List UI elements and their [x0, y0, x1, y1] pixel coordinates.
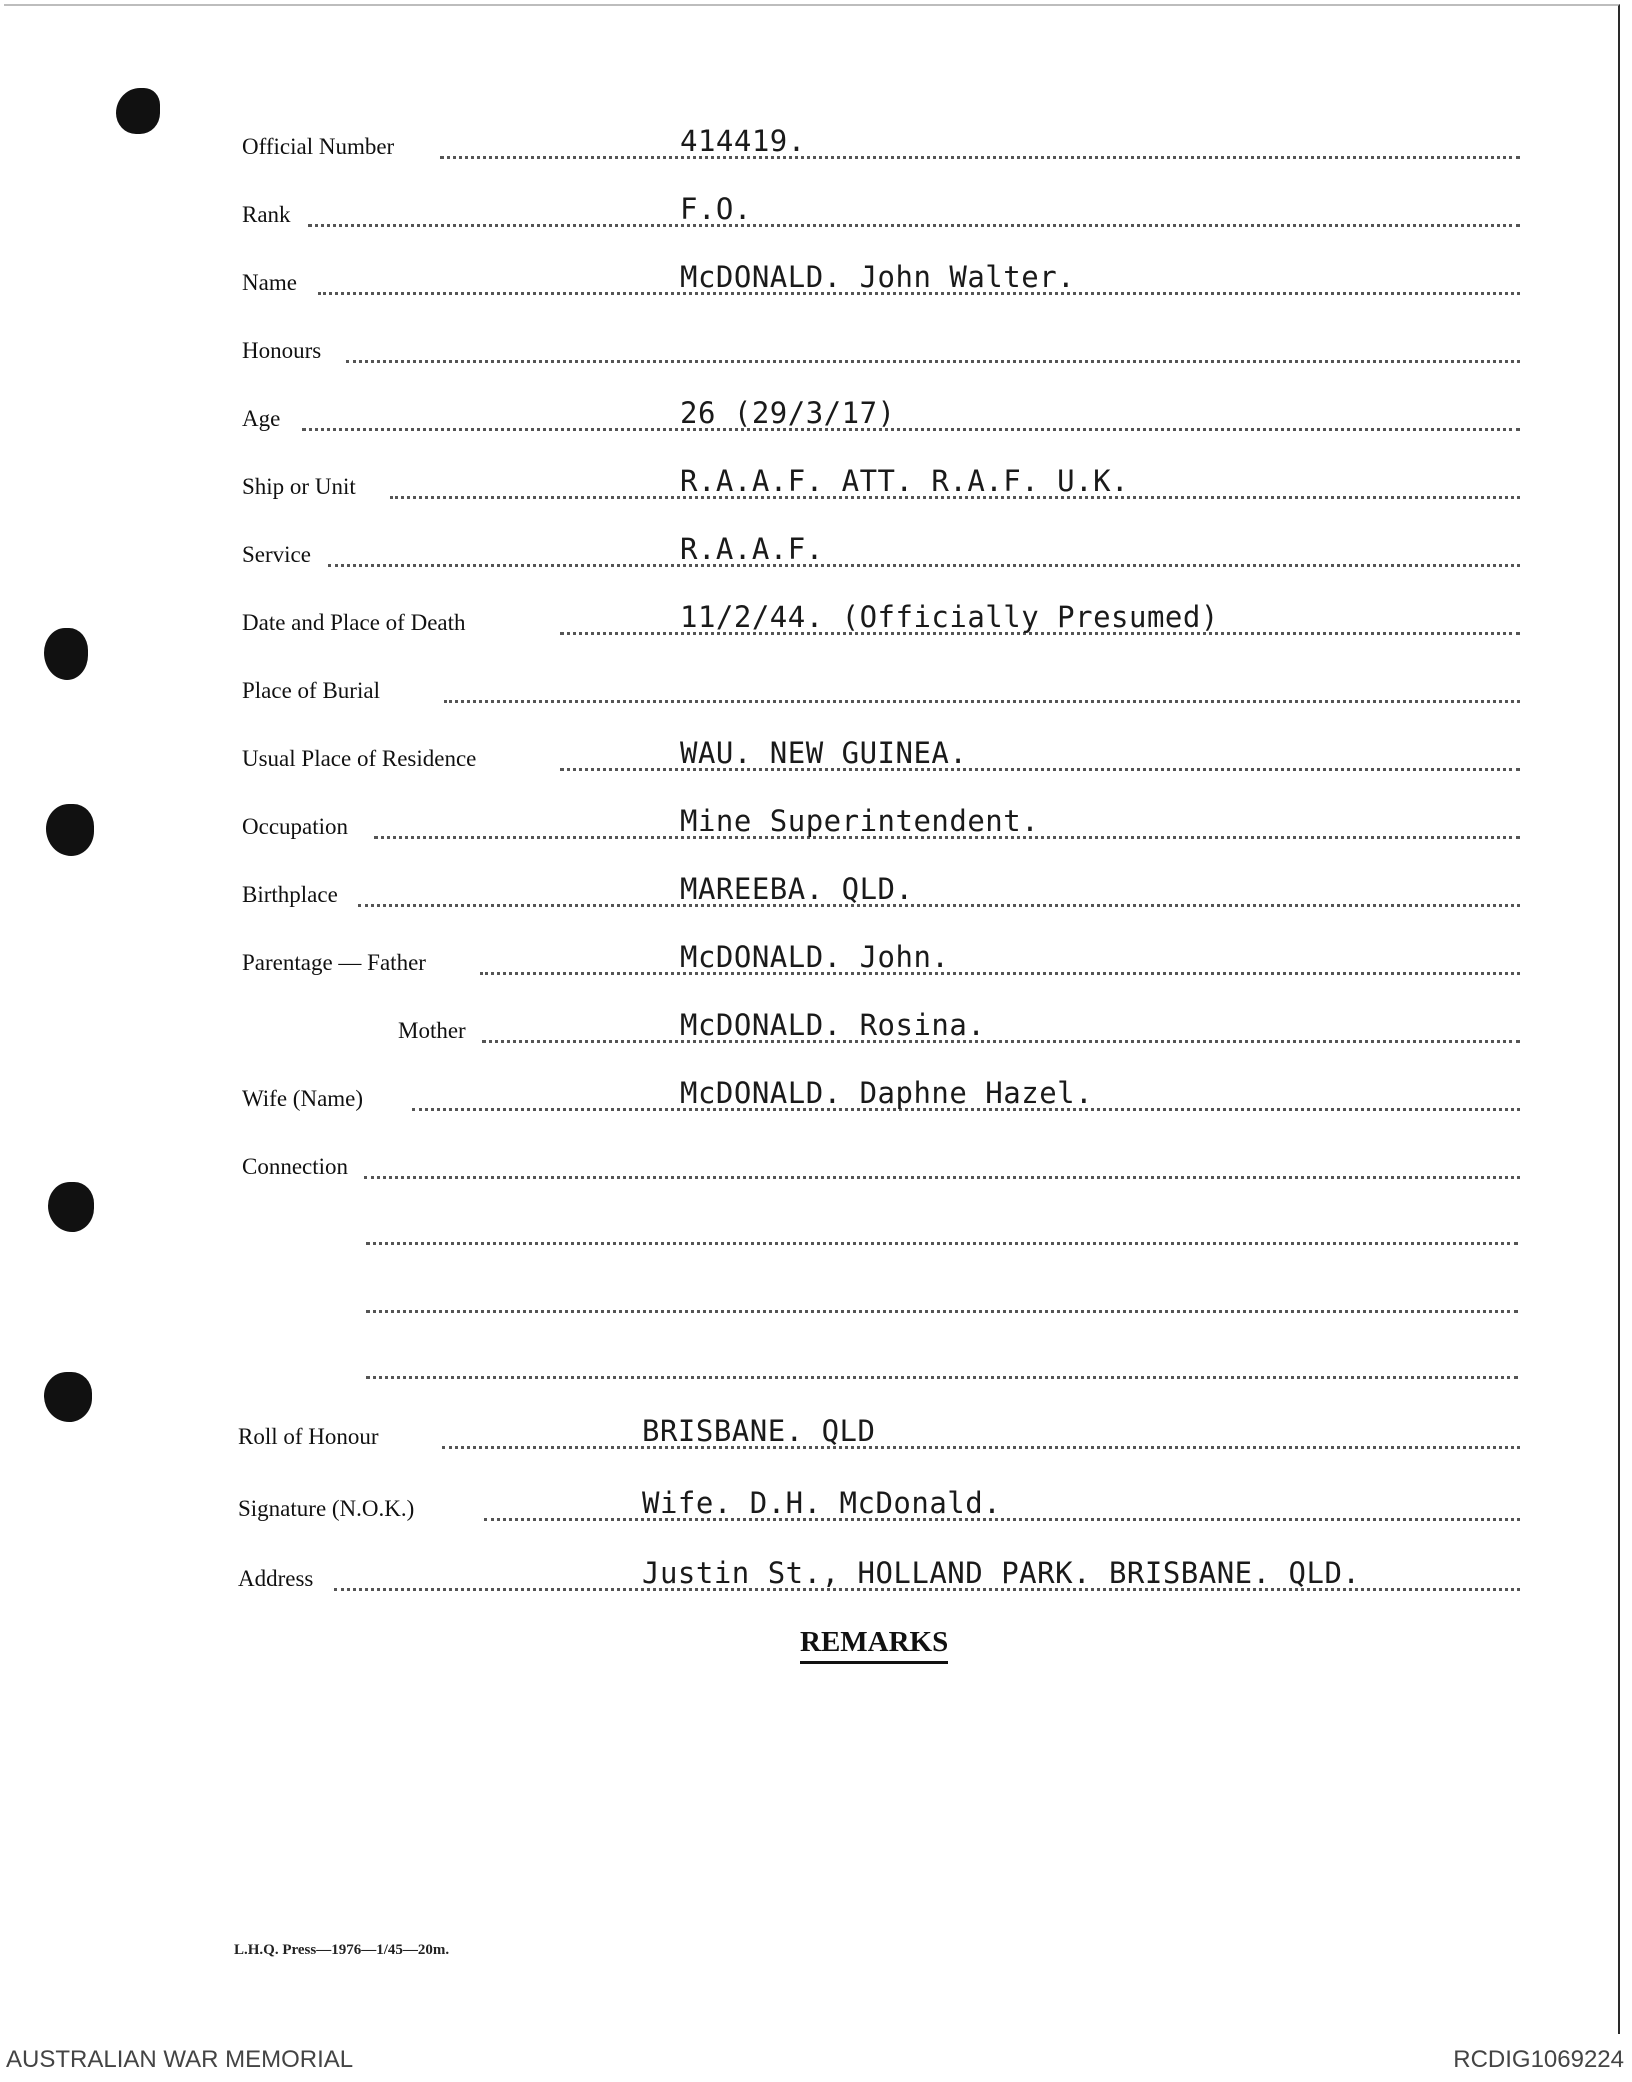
field-ship-or-unit [242, 466, 1520, 506]
field-value: WAU. NEW GUINEA. [680, 736, 968, 770]
field-label: Place of Burial [242, 678, 380, 703]
field-label: Honours [242, 338, 322, 363]
field-value: MAREEBA. QLD. [680, 872, 914, 906]
field-value: Wife. D.H. McDonald. [642, 1486, 1002, 1520]
dotted-line [480, 972, 1520, 975]
field-label: Ship or Unit [242, 474, 356, 499]
field-value: McDONALD. Daphne Hazel. [680, 1076, 1094, 1110]
field-service [242, 534, 1520, 574]
field-official-number [242, 126, 1520, 166]
punch-hole-1 [116, 88, 160, 134]
field-label: Name [242, 270, 297, 295]
field-label: Signature (N.O.K.) [238, 1496, 415, 1521]
field-label: Rank [242, 202, 291, 227]
field-rank [242, 194, 1520, 234]
dotted-line [484, 1518, 1520, 1521]
dotted-line [440, 156, 1520, 159]
field-value: R.A.A.F. [680, 532, 824, 566]
dotted-line [308, 224, 1520, 227]
field-label: Wife (Name) [242, 1086, 364, 1111]
dotted-line [444, 700, 1520, 703]
dotted-line [302, 428, 1520, 431]
archive-footer [0, 2040, 1632, 2082]
remarks-heading: REMARKS [800, 1626, 948, 1664]
connection-line-4 [366, 1376, 1518, 1379]
field-label: Service [242, 542, 311, 567]
punch-hole-5 [44, 1372, 92, 1422]
field-mother [242, 1010, 1520, 1050]
field-address [238, 1558, 1520, 1598]
field-label: Connection [242, 1154, 349, 1179]
field-birthplace [242, 874, 1520, 914]
punch-hole-3 [46, 804, 94, 856]
field-label: Mother [398, 1018, 466, 1043]
punch-hole-2 [44, 628, 88, 680]
dotted-line [358, 904, 1520, 907]
field-label: Usual Place of Residence [242, 746, 477, 771]
field-label: Date and Place of Death [242, 610, 466, 635]
record-card [4, 4, 1620, 2034]
field-wife [242, 1078, 1520, 1118]
dotted-line [328, 564, 1520, 567]
field-label: Roll of Honour [238, 1424, 379, 1449]
field-father [242, 942, 1520, 982]
field-value: Justin St., HOLLAND PARK. BRISBANE. QLD. [642, 1556, 1361, 1590]
printer-mark: L.H.Q. Press—1976—1/45—20m. [234, 1942, 450, 1958]
dotted-line [442, 1446, 1520, 1449]
field-value: BRISBANE. QLD [642, 1414, 876, 1448]
field-roll-of-honour [238, 1416, 1520, 1456]
field-occupation [242, 806, 1520, 846]
dotted-line [346, 360, 1520, 363]
connection-line-3 [366, 1310, 1518, 1313]
field-usual-residence [242, 738, 1520, 778]
dotted-line [364, 1176, 1520, 1179]
field-name [242, 262, 1520, 302]
field-honours [242, 330, 1520, 370]
field-label: Age [242, 406, 281, 431]
field-label: Address [238, 1566, 314, 1591]
field-value: McDONALD. John Walter. [680, 260, 1076, 294]
field-value: Mine Superintendent. [680, 804, 1040, 838]
field-place-of-burial [242, 670, 1520, 710]
field-value: McDONALD. John. [680, 940, 950, 974]
field-value: F.O. [680, 192, 752, 226]
field-date-place-of-death [242, 602, 1520, 642]
field-label: Official Number [242, 134, 395, 159]
field-label: Birthplace [242, 882, 338, 907]
field-age [242, 398, 1520, 438]
field-value: 414419. [680, 124, 806, 158]
field-label: Occupation [242, 814, 349, 839]
field-value: 26 (29/3/17) [680, 396, 896, 430]
field-signature [238, 1488, 1520, 1528]
connection-line-2 [366, 1242, 1518, 1245]
footer-institution: AUSTRALIAN WAR MEMORIAL [6, 2046, 354, 2073]
dotted-line [482, 1040, 1520, 1043]
punch-hole-4 [48, 1182, 94, 1232]
field-label: Parentage — Father [242, 950, 426, 975]
field-value: R.A.A.F. ATT. R.A.F. U.K. [680, 464, 1129, 498]
footer-record-id: RCDIG1069224 [1453, 2046, 1624, 2073]
field-connection [242, 1146, 1520, 1186]
field-value: 11/2/44. (Officially Presumed) [680, 600, 1219, 634]
field-value: McDONALD. Rosina. [680, 1008, 986, 1042]
